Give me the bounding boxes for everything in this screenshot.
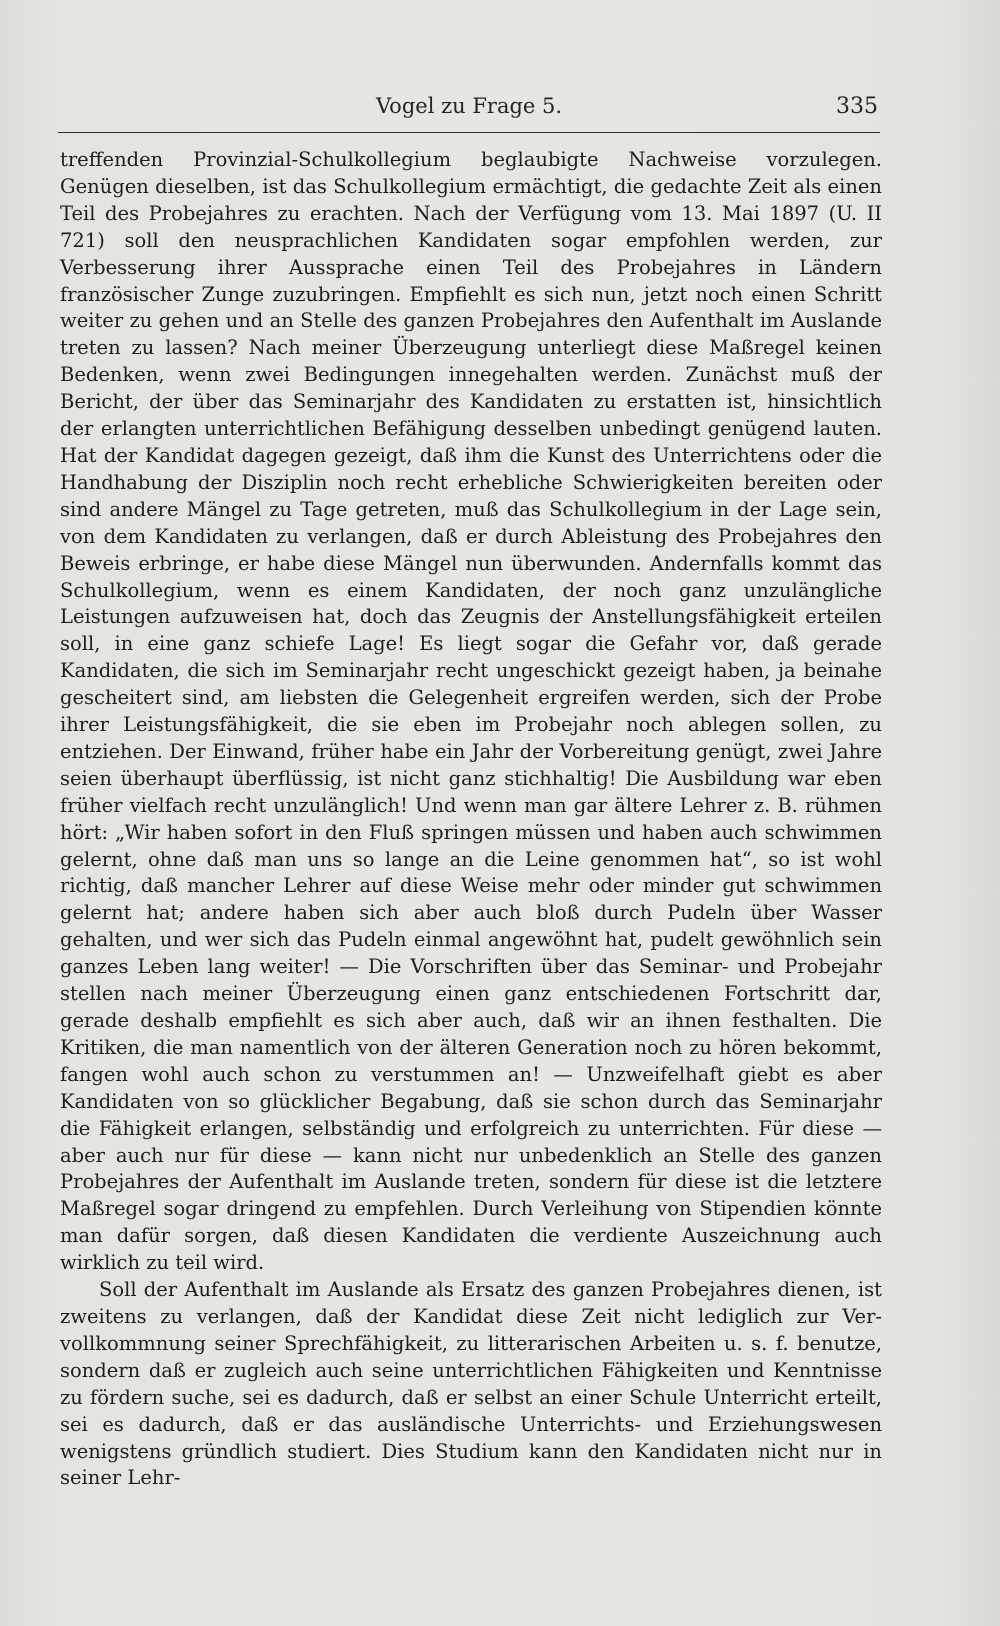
paragraph-new: Soll der Aufenthalt im Auslande als Ersatz des ganzen Probejahres dienen, ist zweitens zu verlangen, daß der Kandidat diese Zeit nicht lediglich zur Vervollkommnung seiner Sprechfähigkeit, zu litterarischen Arbeiten u. s. f. benutze, sondern daß er zugleich auch seine unterrichtlichen Fähigkeiten und Kenntnisse zu fördern suche, sei es dadurch, daß er selbst an einer Schule Unterricht erteilt, sei es dadurch, daß er das ausländische Unterrichts- und Erziehungswesen wenigstens gründlich studiert. Dies Studium kann den Kandidaten nicht nur in seiner Lehr- xyxy=(60,1278,882,1490)
running-head: Vogel zu Frage 5. xyxy=(375,94,563,118)
paragraph-continued: treffenden Provinzial-Schulkollegium beglaubigte Nachweise vorzulegen. Genügen dieselben, ist das Schulkollegium ermächtigt, die gedachte Zeit als einen Teil des Probejahres zu erachten. Nach der Verfügung vom 13. Mai 1897 (U. II 721) soll den neusprachlichen Kandidaten sogar empfohlen werden, zur Verbesserung ihrer Aussprache einen Teil des Probejahres in Ländern französischer Zunge zuzubringen. Empfiehlt es sich nun, jetzt noch einen Schritt weiter zu gehen und an Stelle des ganzen Probejahres den Aufenthalt im Auslande treten zu lassen? Nach meiner Überzeugung unterliegt diese Maßregel keinen Bedenken, wenn zwei Bedingungen innegehalten werden. Zunächst muß der Bericht, der über das Seminarjahr des Kandidaten zu erstatten ist, hinsichtlich der erlangten unterrichtlichen Befähigung desselben unbedingt genügend lauten. Hat der Kandidat dagegen gezeigt, daß ihm die Kunst des Unterrichtens oder die Handhabung der Disziplin noch recht erhebliche Schwierigkeiten bereiten oder sind andere Mängel zu Tage getreten, muß das Schulkollegium in der Lage sein, von dem Kandidaten zu verlangen, daß er durch Ableistung des Probejahres den Beweis erbringe, er habe diese Mängel nun überwunden. Andernfalls kommt das Schulkollegium, wenn es einem Kandidaten, der noch ganz unzulängliche Leistungen aufzuweisen hat, doch das Zeugnis der Anstellungsfähigkeit erteilen soll, in eine ganz schiefe Lage! Es liegt sogar die Gefahr vor, daß gerade Kandidaten, die sich im Seminarjahr recht ungeschickt gezeigt haben, ja beinahe gescheitert sind, am liebsten die Gelegenheit ergreifen werden, sich der Probe ihrer Leistungsfähigkeit, die sie eben im Probejahr noch ablegen sollen, zu entziehen. Der Einwand, früher habe ein Jahr der Vorbereitung genügt, zwei Jahre seien überhaupt überflüssig, ist nicht ganz stichhaltig! Die Ausbildung war eben früher vielfach recht unzulänglich! Und wenn man gar ältere Lehrer z. B. rühmen hört: „Wir haben sofort in den Fluß springen müssen und haben auch schwimmen gelernt, ohne daß man uns so lange an die Leine genommen hat“, so ist wohl richtig, daß mancher Lehrer auf diese Weise mehr oder minder gut schwimmen gelernt hat; andere haben sich aber auch bloß durch Pudeln über Wasser gehalten, und wer sich das Pudeln einmal angewöhnt hat, pudelt gewöhnlich sein ganzes Leben lang weiter! — Die Vorschriften über das Seminar- und Probejahr stellen nach meiner Überzeugung einen ganz entschiedenen Fortschritt dar, gerade deshalb empfiehlt es sich aber auch, daß wir an ihnen festhalten. Die Kritiken, die man namentlich von der älteren Generation noch zu hören bekommt, fangen wohl auch schon zu verstummen an! — Unzweifelhaft giebt es aber Kandidaten von so glücklicher Begabung, daß sie schon durch das Seminarjahr die Fähigkeit erlangen, selbständig und erfolgreich zu unterrichten. Für diese — aber auch nur für diese — kann nicht nur unbedenklich an Stelle des ganzen Probejahres der Aufenthalt im Auslande treten, sondern für diese ist die letztere Maßregel sogar dringend zu empfehlen. Durch Verleihung von Stipendien könnte man dafür sorgen, daß diesen Kandidaten die verdiente Auszeichnung auch wirklich zu teil wird. xyxy=(60,148,882,1275)
page-number: 335 xyxy=(836,94,878,119)
body-text xyxy=(60,147,882,1492)
page-header xyxy=(58,92,880,133)
